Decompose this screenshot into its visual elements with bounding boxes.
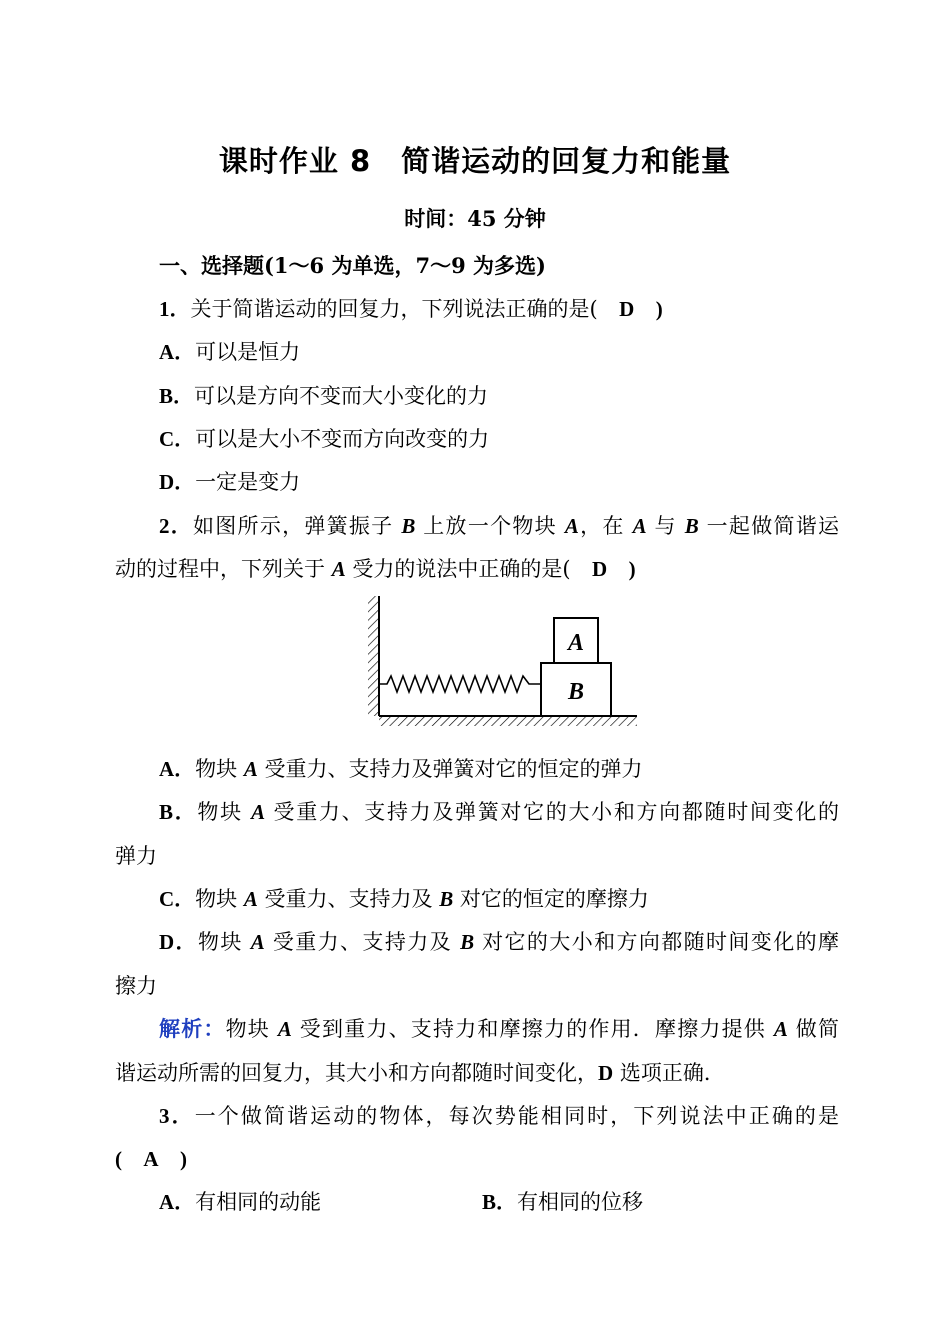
- question-2-option-d-cont: 擦力: [115, 974, 157, 998]
- question-1-answer: D: [619, 297, 635, 321]
- question-3-option-b: B．有相同的位移: [482, 1190, 644, 1214]
- question-3-answer: A: [143, 1147, 159, 1171]
- block-b-label: B: [567, 679, 585, 705]
- floor-hatching: [379, 716, 637, 726]
- question-2-stem-line2: 动的过程中，下列关于 A 受力的说法中正确的是( D ): [115, 554, 840, 584]
- spring-oscillator-figure: [360, 594, 642, 734]
- page-title: 课时作业 8 简谐运动的回复力和能量: [218, 144, 732, 178]
- question-3-stem: 3．一个做简谐运动的物体，每次势能相同时，下列说法中正确的是: [159, 1104, 840, 1128]
- question-1-option-d: D．一定是变力: [159, 470, 301, 494]
- question-2-option-b: B．物块 A 受重力、支持力及弹簧对它的大小和方向都随时间变化的: [159, 800, 839, 824]
- question-3-options: [159, 1187, 839, 1217]
- question-1-option-b: B．可以是方向不变而大小变化的力: [159, 384, 489, 408]
- question-2-answer: D: [591, 557, 608, 581]
- wall-hatching: [368, 596, 379, 716]
- analysis-label: 解析：: [159, 1016, 226, 1041]
- question-2-option-b-cont: 弹力: [115, 844, 157, 868]
- question-2-analysis-line2: 谐运动所需的回复力，其大小和方向都随时间变化，D 选项正确．: [115, 1061, 725, 1085]
- question-1-option-a: A．可以是恒力: [159, 340, 301, 364]
- time-limit: 时间：45 分钟: [404, 206, 546, 231]
- question-1-stem: 1．关于简谐运动的回复力，下列说法正确的是( D ): [159, 294, 839, 324]
- section-heading: 一、选择题(1～6 为单选，7～9 为多选): [159, 253, 546, 278]
- question-2-option-d: D．物块 A 受重力、支持力及 B 对它的大小和方向都随时间变化的摩: [159, 930, 839, 954]
- question-2-analysis: 解析：物块 A 受到重力、支持力和摩擦力的作用．摩擦力提供 A 做简: [159, 1016, 839, 1041]
- spring: [379, 676, 541, 692]
- question-3-option-a: A．有相同的动能: [159, 1190, 322, 1214]
- question-2-option-a: A．物块 A 受重力、支持力及弹簧对它的恒定的弹力: [159, 757, 643, 781]
- question-3-answer-line: ( A ): [115, 1144, 840, 1174]
- question-2-stem: 2．如图所示，弹簧振子 B 上放一个物块 A，在 A 与 B 一起做简谐运: [159, 514, 839, 538]
- block-a-label: A: [567, 630, 585, 656]
- question-1-option-c: C．可以是大小不变而方向改变的力: [159, 427, 490, 451]
- question-2-option-c: C．物块 A 受重力、支持力及 B 对它的恒定的摩擦力: [159, 887, 649, 911]
